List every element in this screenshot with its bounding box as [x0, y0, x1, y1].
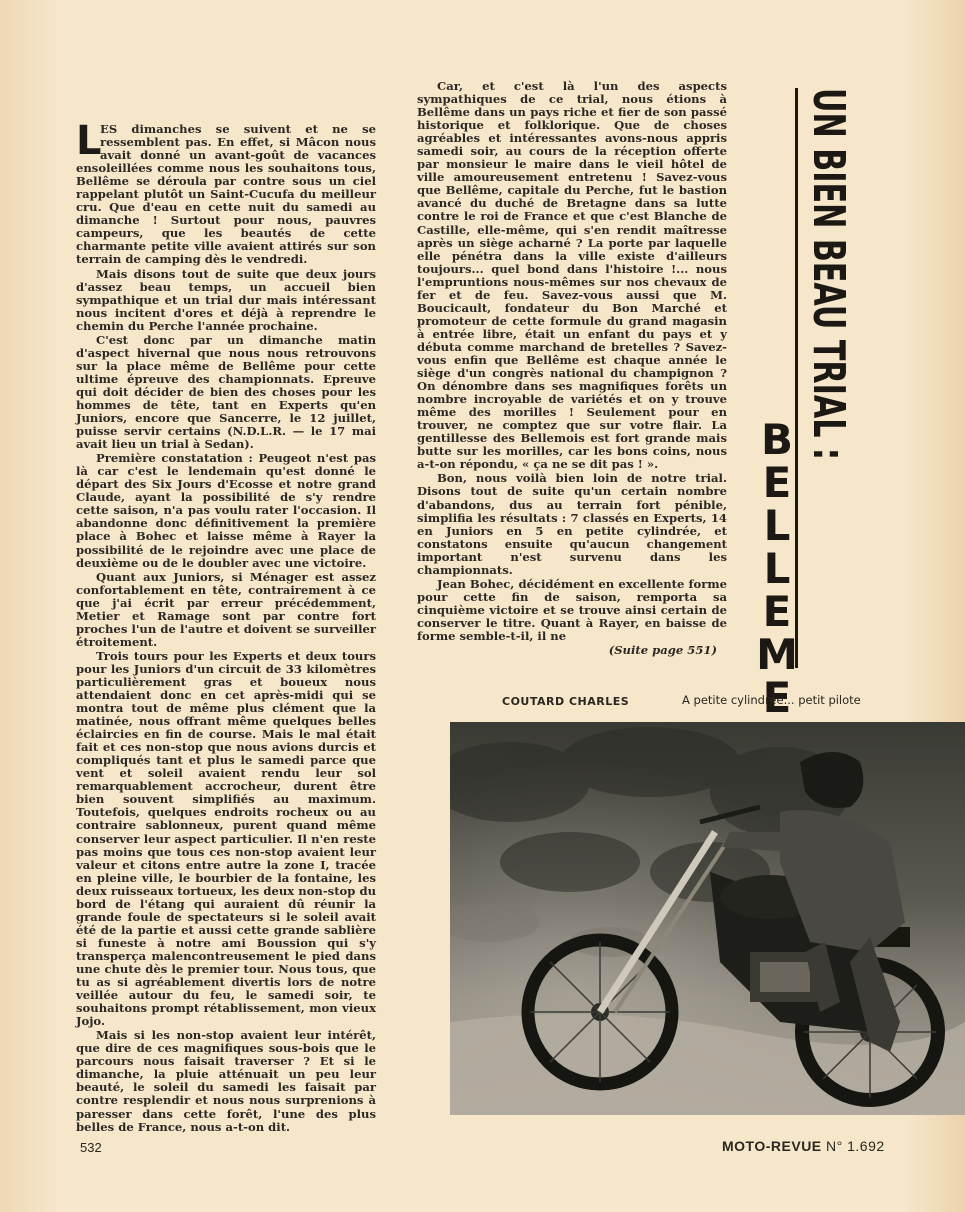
- article-paragraph: C'est donc par un dimanche matin d'aspect hivernal que nous nous retrouvons sur la place même de Bellême pour cette ultime épreuve des championnats. Epreuve qui doit décider de bien des choses pour les hommes de tête, tant en Experts qu'en Juniors, encore que Sancerre, le 12 juillet, puisse servir certains (N.D.L.R. — le 17 mai avait lieu un trial à Sedan).: [76, 332, 376, 452]
- magazine-footer: [722, 1138, 885, 1154]
- issue-number: N° 1.692: [826, 1138, 885, 1154]
- page-number: 532: [80, 1140, 102, 1155]
- headline-letter: L: [763, 501, 791, 550]
- photo-caption-name: COUTARD CHARLES: [502, 695, 630, 708]
- article-paragraph: Mais si les non-stop avaient leur intérêt, que dire de ces magnifiques sous-bois que le parcours nous faisait traverser ? Et si le dimanche, la pluie atténuait un peu leur beauté, le soleil du samedi les faisait par contre resplendir et nous nous surprenions à paresser dans cette forêt, l'une des plus belles de France, nous a-t-on dit.: [76, 1028, 376, 1134]
- headline: [800, 84, 870, 684]
- headline-letter: E: [762, 673, 792, 722]
- article-paragraph: Jean Bohec, décidément en excellente forme pour cette fin de saison, remporta sa cinquième victoire et se trouve ainsi certain de conserver le titre. Quant à Rayer, en baisse de forme semble-t-il, il ne: [417, 576, 727, 643]
- continued-note: (Suite page 551): [608, 643, 717, 658]
- article-paragraph: Car, et c'est là l'un des aspects sympathiques de ce trial, nous étions à Bellême dans un pays riche et fier de son passé historique et folklorique. Que de choses agréables et intéressantes avons-nous appris samedi soir, au cours de la réception offerte par monsieur le maire dans le vieil hôtel de ville amoureusement entretenu ! Savez-vous que Bellême, capitale du Perche, fut le bastion avancé du duché de Bretagne dans sa lutte contre le roi de France et que c'est Blanche de Castille, elle-même, qui s'en rendit maîtresse après un siège acharné ? La porte par laquelle elle pénétra dans la ville existe d'ailleurs toujours... quel bond dans l'histoire !... nous l'empruntions nous-mêmes sur nos chevaux de fer et de feu. Savez-vous aussi que M. Boucicault, fondateur du Bon Marché et promoteur de cette formule du grand magasin à entrée libre, était un enfant du pays et y débuta comme marchand de bretelles ? Savez-vous enfin que Bellême est chaque année le siège d'un congrès national du champignon ? On dénombre dans ses magnifiques forêts un nombre incroyable de variétés et on y trouve même des morilles ! Seulement pour en trouver, ne comptez que sur votre flair. La gentillesse des Bellemois est fort grande mais butte sur les morilles, car les bons coins, nous a-t-on répondu, « ça ne se dit pas ! ».: [417, 79, 727, 472]
- magazine-name: MOTO-REVUE: [722, 1138, 822, 1154]
- article-paragraph: Quant aux Juniors, si Ménager est assez confortablement en tête, contrairement à ce que j'ai écrit par erreur précédemment, Metier et Ramage sont par contre fort proches l'un de l'autre et doivent se surveiller étroitement.: [76, 569, 376, 649]
- headline-letter: B: [760, 415, 793, 464]
- headline-line2: [752, 415, 802, 722]
- drop-cap: L: [76, 118, 102, 164]
- article-paragraph: Première constatation : Peugeot n'est pas là car c'est le lendemain qu'est donné le départ des Six Jours d'Ecosse et notre grand Claude, ayant la possibilité de s'y rendre cette saison, n'a pas voulu rater l'occasion. Il abandonne donc définitivement la première place à Bohec et laisse même à Rayer la possibilité de le rejoindre avec une place de deuxième ou de le doubler avec une victoire.: [76, 451, 376, 570]
- article-paragraph: Trois tours pour les Experts et deux tours pour les Juniors d'un circuit de 33 kilomètres particulièrement gras et boueux nous attendaient donc en cet après-midi qui se montra tout de même plus clément que la matinée, nous offrant même quelques belles éclaircies en fin de course. Mais le mal était fait et ces non-stop que nous avions durcis et compliqués tant et plus le samedi parce que vent et soleil avaient rendu leur sol remarquablement accrocheur, durent être bien souvent simplifiés au maximum. Toutefois, quelques endroits rocheux ou au contraire sablonneux, purent quand même conserver leur aspect particulier. Il n'en reste pas moins que tous ces non-stop avaient leur valeur et citons entre autre la zone I, tracée en pleine ville, le bourbier de la fontaine, les deux ruisseaux tortueux, les deux non-stop du bord de l'étang qui auraient dû réunir la grande foule de spectateurs si le soleil avait été de la partie et aussi cette grande sablière si funeste à notre ami Boussion qui s'y transperça malencontreusement le pied dans une chute dès le premier tour. Nous tous, que tu as si agréablement divertis lors de notre veillée autour du feu, le samedi soir, te souhaitons prompt rétablissement, mon vieux Jojo.: [76, 648, 376, 1029]
- headline-line1: UN BIEN BEAU TRIAL :: [803, 88, 854, 631]
- photo-caption-note: A petite cylindrée... petit pilote: [682, 693, 861, 707]
- motorcycle-photo: [450, 722, 965, 1115]
- article-paragraph: Bon, nous voilà bien loin de notre trial. Disons tout de suite qu'un certain nombre d'abandons, dus au terrain fort pénible, simplifia les résultats : 7 classés en Experts, 14 en Juniors en 5 en petite cylindrée, et constatons ensuite qu'aucun changement important n'est survenu dans les championnats.: [417, 471, 727, 577]
- article-paragraph: Mais disons tout de suite que deux jours d'assez beau temps, un accueil bien sympathique et un trial dur mais intéressant nous incitent d'ores et déjà à reprendre le chemin du Perche l'année prochaine.: [76, 266, 376, 333]
- headline-letter: L: [763, 544, 791, 593]
- headline-letter: E: [762, 587, 792, 636]
- headline-letter: M: [756, 630, 798, 679]
- motorcycle-illustration: [450, 722, 965, 1115]
- article-column-left: [76, 118, 376, 1134]
- article-paragraph: L ES dimanches se suivent et ne se ressemblent pas. En effet, si Mâcon nous avait donné un avant-goût de vacances ensoleillées comme nous les souhaitons tous, Bellême se déroula par contre sous un ciel rappelant plutôt un Saint-Cucufa du meilleur cru. Que d'eau en cette nuit du samedi au dimanche ! Surtout pour nous, pauvres campeurs, que les beautés de cette charmante petite ville avaient attirés sur son terrain de camping dès le vendredi.: [76, 118, 376, 267]
- article-column-middle: [417, 80, 727, 657]
- headline-letter: E: [762, 458, 792, 507]
